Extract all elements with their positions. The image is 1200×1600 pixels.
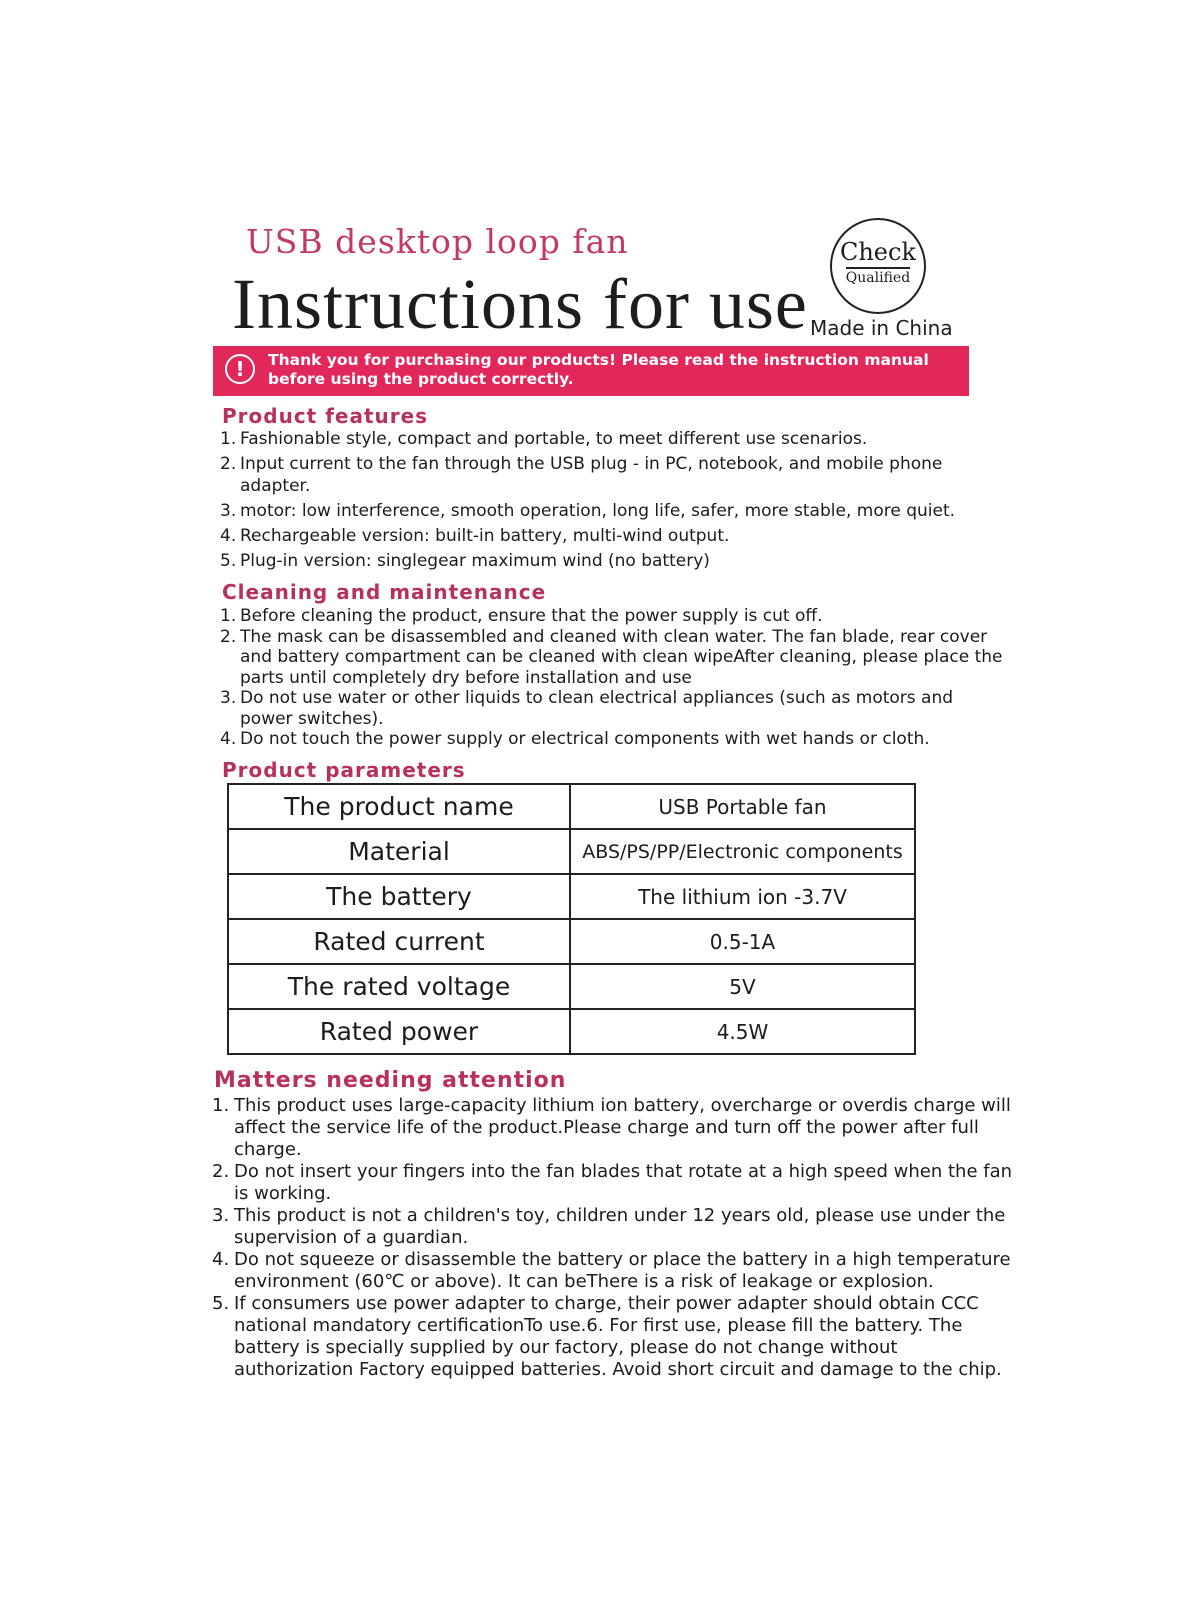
list-item: 5. Plug-in version: singlegear maximum wind (no battery): [220, 551, 710, 571]
list-item: 3. motor: low interference, smooth operation, long life, safer, more stable, more quiet.: [220, 501, 956, 521]
param-label: The rated voltage: [228, 964, 570, 1009]
check-qualified-seal: [830, 218, 926, 314]
param-label: The battery: [228, 874, 570, 919]
seal-divider: [846, 267, 910, 269]
attention-heading: Matters needing attention: [214, 1068, 567, 1093]
attention-list: [212, 1095, 1017, 1381]
list-item: 5. If consumers use power adapter to charge, their power adapter should obtain CCC national mandatory certificationTo use.6. For first use, please fill the battery. The battery is specially supplied by our factory, please do not change without authorization Factory equipped batteries. Avoid short circuit and damage to the chip.: [212, 1293, 1002, 1380]
list-item: 4. Do not touch the power supply or electrical components with wet hands or cloth.: [220, 729, 930, 749]
list-item: 2. The mask can be disassembled and cleaned with clean water. The fan blade, rear cover and battery compartment can be cleaned with clean wipeAfter cleaning, please place the parts until completely dry before installation and use: [220, 626, 1003, 688]
features-heading: Product features: [222, 404, 429, 428]
param-value: USB Portable fan: [570, 784, 915, 829]
seal-check-text: Check: [839, 238, 916, 266]
list-item: 3. This product is not a children's toy, children under 12 years old, please use under the supervision of a guardian.: [212, 1205, 1006, 1248]
warning-circle-icon: !: [225, 354, 255, 384]
page-title: Instructions for use: [232, 264, 808, 344]
list-item: 1. Before cleaning the product, ensure that the power supply is cut off.: [220, 606, 823, 626]
features-list: [220, 428, 980, 575]
list-item: 3. Do not use water or other liquids to clean electrical appliances (such as motors and power switches).: [220, 688, 954, 729]
list-item: 1. This product uses large-capacity lithium ion battery, overcharge or overdis charge will affect the service life of the product.Please charge and turn off the power after full charge.: [212, 1095, 1011, 1160]
notice-banner: [213, 346, 969, 396]
table-row: [228, 784, 915, 829]
parameters-table: [227, 783, 916, 1055]
product-subtitle: USB desktop loop fan: [246, 222, 629, 261]
list-item: 2. Do not insert your fingers into the fan blades that rotate at a high speed when the fan is working.: [212, 1161, 1013, 1204]
param-value: The lithium ion -3.7V: [570, 874, 915, 919]
list-item: 4. Rechargeable version: built-in battery, multi-wind output.: [220, 526, 730, 546]
table-row: [228, 874, 915, 919]
param-value: 4.5W: [570, 1009, 915, 1054]
seal-qualified-text: Qualified: [845, 270, 911, 286]
origin-label: Made in China: [810, 316, 953, 340]
cleaning-heading: Cleaning and maintenance: [222, 580, 547, 604]
param-value: 0.5-1A: [570, 919, 915, 964]
param-value: 5V: [570, 964, 915, 1009]
notice-text: Thank you for purchasing our products! Please read the instruction manual before using the product correctly.: [268, 351, 929, 388]
list-item: 4. Do not squeeze or disassemble the battery or place the battery in a high temperature environment (60℃ or above). It can beThere is a risk of leakage or explosion.: [212, 1249, 1011, 1292]
table-row: [228, 964, 915, 1009]
param-value: ABS/PS/PP/Electronic components: [570, 829, 915, 874]
param-label: Rated power: [228, 1009, 570, 1054]
param-label: Rated current: [228, 919, 570, 964]
cleaning-list: [220, 606, 1005, 750]
table-row: [228, 919, 915, 964]
param-label: The product name: [228, 784, 570, 829]
param-label: Material: [228, 829, 570, 874]
table-row: [228, 829, 915, 874]
parameters-heading: Product parameters: [222, 758, 466, 782]
list-item: 1. Fashionable style, compact and portable, to meet different use scenarios.: [220, 429, 868, 449]
list-item: 2. Input current to the fan through the USB plug - in PC, notebook, and mobile phone adapter.: [220, 454, 943, 496]
table-row: [228, 1009, 915, 1054]
